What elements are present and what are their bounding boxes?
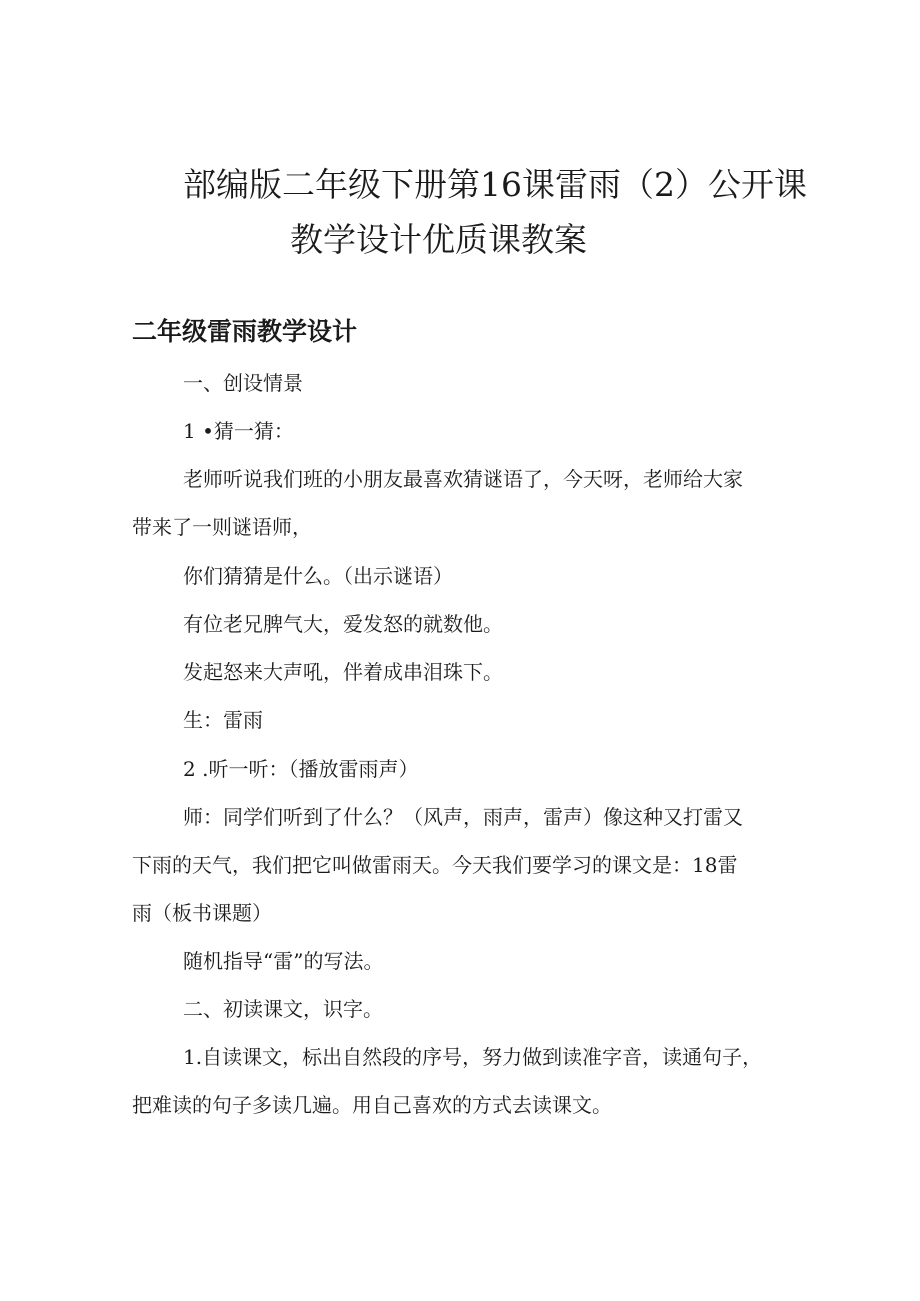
paragraph: 2 .听一听：（播放雷雨声） xyxy=(183,757,419,781)
document-title-line-2: 教学设计优质课教案 xyxy=(290,220,587,259)
document-title-line-1: 部编版二年级下册第16课雷雨（2）公开课 xyxy=(183,165,807,204)
riddle-line-2: 发起怒来大声吼，伴着成串泪珠下。 xyxy=(183,660,503,684)
paragraph: 随机指导“雷”的写法。 xyxy=(183,949,384,973)
paragraph-heading-2: 二、初读课文，识字。 xyxy=(183,997,383,1021)
paragraph-continuation: 下雨的天气，我们把它叫做雷雨天。今天我们要学习的课文是：18雷 xyxy=(132,853,738,877)
paragraph: 师：同学们听到了什么？（风声，雨声，雷声）像这种又打雷又 xyxy=(183,805,743,829)
paragraph-continuation: 雨（板书课题） xyxy=(132,901,272,925)
paragraph: 1.自读课文，标出自然段的序号，努力做到读准字音，读通句子， xyxy=(183,1045,763,1069)
paragraph-continuation: 把难读的句子多读几遍。用自己喜欢的方式去读课文。 xyxy=(132,1093,612,1117)
paragraph: 你们猜猜是什么。（出示谜语） xyxy=(183,564,453,588)
paragraph: 老师听说我们班的小朋友最喜欢猜谜语了，今天呀，老师给大家 xyxy=(183,467,743,491)
paragraph: 1 •猜一猜： xyxy=(183,419,294,443)
paragraph-continuation: 带来了一则谜语师， xyxy=(132,515,312,539)
paragraph-heading-1: 一、创设情景 xyxy=(183,371,303,395)
paragraph: 生：雷雨 xyxy=(183,708,263,732)
section-heading: 二年级雷雨教学设计 xyxy=(132,317,358,346)
riddle-line-1: 有位老兄脾气大，爱发怒的就数他。 xyxy=(183,612,503,636)
